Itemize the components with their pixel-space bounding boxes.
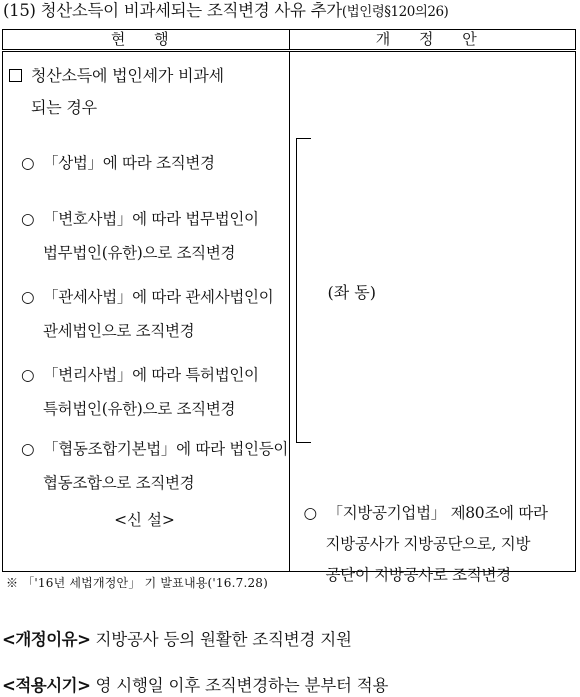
effective-date <box>2 672 388 696</box>
table-body-row <box>3 51 576 572</box>
current-item-3: ○ 「관세사법」에 따라 관세사법인이 관세법인으로 조직변경 <box>21 288 274 340</box>
section-title: (15) 청산소득이 비과세되는 조직변경 사유 추가 <box>3 1 342 20</box>
revised-law-cell <box>289 51 576 584</box>
checkbox-square-icon <box>9 69 22 82</box>
column-header-revised: 개 정 안 <box>289 30 576 51</box>
effective-date-label: <적용시기> <box>2 676 91 695</box>
column-header-current: 현 행 <box>3 30 290 51</box>
section-heading <box>3 0 448 23</box>
revision-reason <box>2 626 352 650</box>
current-main-clause: 청산소득에 법인세가 비과세 되는 경우 <box>9 60 224 124</box>
effective-date-text: 영 시행일 이후 조직변경하는 분부터 적용 <box>95 676 389 695</box>
bracket-line <box>296 138 311 443</box>
table-header-row <box>3 30 576 51</box>
law-reference: (법인령§120의26) <box>341 4 449 20</box>
new-provision-tag: <신 설> <box>114 511 175 529</box>
current-item-2: ○ 「변호사법」에 따라 법무법인이 법무법인(유한)으로 조직변경 <box>21 210 259 262</box>
current-law-cell <box>3 51 290 572</box>
current-item-1: ○ 「상법」에 따라 조직변경 <box>21 154 215 172</box>
revision-reason-text: 지방공사 등의 원활한 조직변경 지원 <box>95 630 352 649</box>
revised-added-item: ○ 「지방공기업법」 제80조에 따라 지방공사가 지방공단으로, 지방 공단이 지방공사로 조직변경 <box>303 504 548 584</box>
footnote: ※ 「'16년 세법개정안」 기 발표내용('16.7.28) <box>6 576 269 590</box>
same-as-left-label: (좌 동) <box>327 283 376 302</box>
revision-reason-label: <개정이유> <box>2 630 91 649</box>
current-item-4: ○ 「변리사법」에 따라 특허법인이 특허법인(유한)으로 조직변경 <box>21 366 259 418</box>
current-item-5-text: ○ 「협동조합기본법」에 따라 법인등이 협동조합으로 조직변경 <box>21 440 289 492</box>
